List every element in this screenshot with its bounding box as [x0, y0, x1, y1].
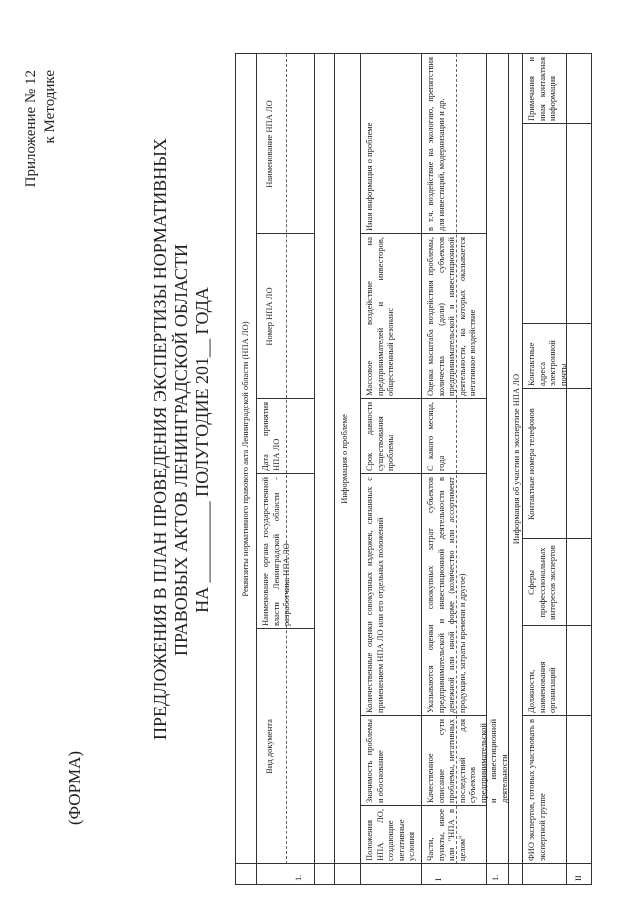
- header-significance: Значимость проблемы и обоснование: [364, 719, 385, 803]
- header-duration: Срок давности существования проблемы: [364, 402, 395, 471]
- form-label: (ФОРМА): [65, 750, 84, 825]
- section3-roman-numeral: II: [573, 875, 583, 881]
- hint-quant-costs: Указываются оценки совокупных затрат субъектов предпринимательской и инвестиционной деятельности в денежной или иной форме (количество или ассортимент продукции, затраты времени и другое): [425, 477, 467, 713]
- header-mass-impact: Массовое воздействие на предпринимателей и инвесторов, общественный резонанс: [364, 237, 395, 396]
- header-other-info: Иная информация о проблеме: [364, 122, 374, 231]
- col-authority: Наименование органа государственной власти Ленинградской области - разработчика НПА ЛО: [260, 477, 291, 626]
- header-quant-costs: Количественные оценки совокупных издержек, связанных с применением НПА ЛО или его отдельных положений: [364, 477, 385, 713]
- proposal-table: [235, 53, 592, 885]
- title-line-1: ПРЕДЛОЖЕНИЯ В ПЛАН ПРОВЕДЕНИЯ ЭКСПЕРТИЗЫ НОРМАТИВНЫХ: [150, 138, 170, 740]
- header-notes: Примечания и иная контактная информация: [526, 57, 557, 121]
- header-provisions: Положения НПА ЛО, создающие негативные условия: [364, 809, 416, 861]
- hint-mass-impact: Оценка масштаба воздействия проблемы, количества (доли) субъектов предпринимательской и инвестиционной деятельности, на которых оказывается негативное воздействие: [425, 237, 477, 396]
- hint-significance: Качественное описание сути проблемы, негативных последствий для субъектов предпринимательской и инвестиционной деятельности: [425, 719, 509, 803]
- section2-row-number: 1.: [490, 874, 500, 881]
- hint-provisions: Части, пункты, иное или "НПА в целом": [425, 809, 467, 861]
- header-phones: Контактные номера телефонов: [526, 408, 536, 520]
- header-position: Должности, наименования организаций: [526, 661, 557, 713]
- section-requisites-caption: Реквизиты нормативного правового акта Ленинградской области (НПА ЛО): [240, 321, 250, 597]
- hint-duration: С какого месяца, года: [425, 402, 446, 471]
- appendix-reference: к Методике: [42, 70, 58, 144]
- header-emails: Контактные адреса электронной почты: [526, 340, 568, 386]
- col-doc-type: Вид документа: [264, 719, 274, 774]
- appendix-note: [22, 70, 60, 305]
- col-number: Номер НПА ЛО: [264, 287, 274, 346]
- section-problem-caption: Информация о проблеме: [339, 414, 349, 504]
- section1-row-number: 1.: [293, 874, 303, 881]
- hint-other-info: в т.ч. воздействие на экологию, препятствия для инвестиций, модернизации и др.: [425, 57, 446, 231]
- title-line-2: ПРАВОВЫХ АКТОВ ЛЕНИНГРАДСКОЙ ОБЛАСТИ: [171, 243, 191, 657]
- section-participation-caption: Информация об участии в экспертизе НПА ЛО: [511, 373, 521, 545]
- section2-roman-numeral: I: [433, 878, 443, 881]
- header-spheres: Сферы профессиональных интересов экспертов: [526, 545, 557, 620]
- col-adoption-date: Дата принятия НПА ЛО: [260, 402, 281, 471]
- document-title: [150, 138, 213, 740]
- title-line-3: НА _________ ПОЛУГОДИЕ 201__ ГОДА: [192, 287, 212, 613]
- appendix-number: Приложение № 12: [23, 70, 39, 188]
- header-fio: ФИО экспертов, готовых участвовать в экспертной группе: [526, 719, 547, 861]
- col-name: Наименование НПА ЛО: [264, 100, 274, 188]
